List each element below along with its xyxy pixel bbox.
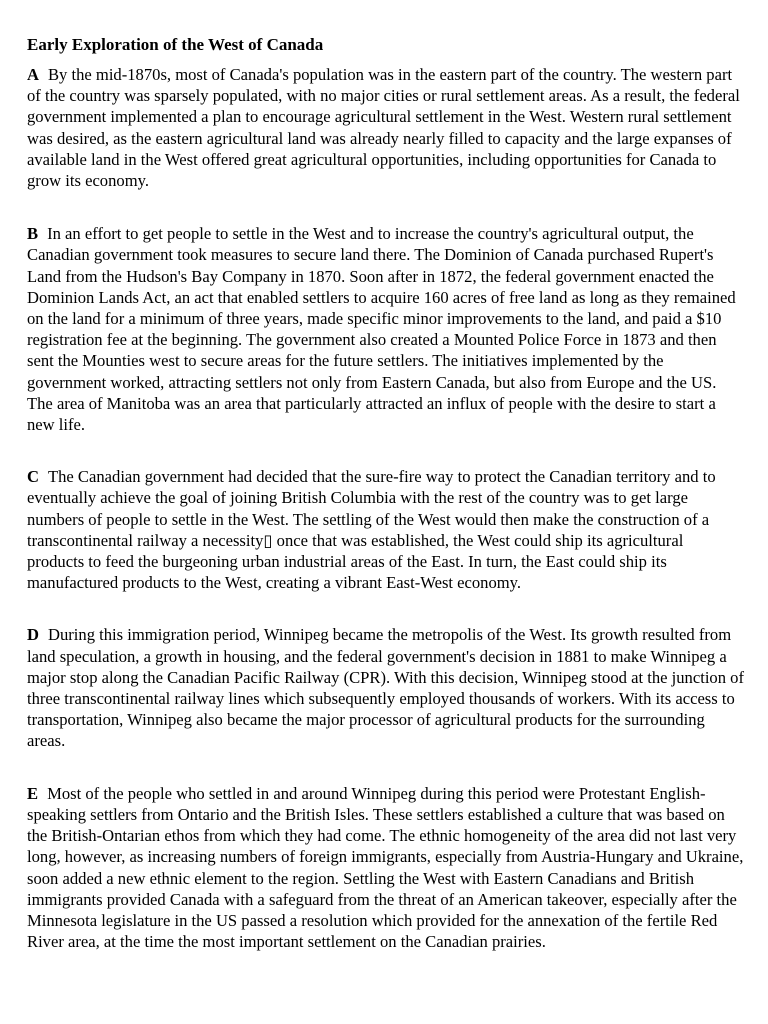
paragraph-letter: E <box>27 783 39 803</box>
paragraph-text: Most of the people who settled in and around Winnipeg during this period were Protestant English-speaking settlers from Ontario and the British Isles. These settlers established a culture that was based on the British-Ontarian ethos from which they had come. The ethnic homogeneity of the area did not last very long, however, as increasing numbers of foreign immigrants, especially from Austria-Hungary and Ukraine, soon added a new ethnic element to the region. Settling the West with Eastern Canadians and British immigrants provided Canada with a safeguard from the threat of an American takeover, especially after the Minnesota legislature in the US passed a resolution which provided for the annexation of the fertile Red River area, at the time the most important settlement on the Canadian prairies. <box>27 783 744 952</box>
paragraph-letter: B <box>27 224 39 244</box>
paragraph-text: During this immigration period, Winnipeg became the metropolis of the West. Its growth resulted from land speculation, a growth in housing, and the federal government's decision in 1881 to make Winnipeg a major stop along the Canadian Pacific Railway (CPR). With this decision, Winnipeg stood at the junction of three transcontinental railway lines which subsequently employed thousands of workers. With its access to transportation, Winnipeg also became the major processor of agricultural products for the surrounding areas. <box>27 625 744 751</box>
paragraph-d <box>27 624 744 751</box>
paragraph-e <box>27 783 744 953</box>
paragraph-letter: D <box>27 625 39 645</box>
paragraph-c <box>27 466 744 593</box>
paragraph-text: In an effort to get people to settle in the West and to increase the country's agricultural output, the Canadian government took measures to secure land there. The Dominion of Canada purchased Rupert's Land from the Hudson's Bay Company in 1870. Soon after in 1872, the federal government enacted the Dominion Lands Act, an act that enabled settlers to acquire 160 acres of free land as long as they remained on the land for a minimum of three years, made specific minor improvements to the land, and paid a $10 registration fee at the beginning. The government also created a Mounted Police Force in 1873 and then sent the Mounties west to secure areas for the future settlers. The initiatives implemented by the government worked, attracting settlers not only from Eastern Canada, but also from Europe and the US. The area of Manitoba was an area that particularly attracted an influx of people with the desire to start a new life. <box>27 224 736 435</box>
paragraph-text: The Canadian government had decided that the sure-fire way to protect the Canadian territory and to eventually achieve the goal of joining British Columbia with the rest of the country was to get large numbers of people to settle in the West. The settling of the West would then make the construction of a transcontinental railway a necessity▯ once that was established, the West could ship its agricultural products to feed the burgeoning urban industrial areas of the East. In turn, the East could ship its manufactured products to the West, creating a vibrant East-West economy. <box>27 467 716 593</box>
paragraph-b <box>27 223 744 435</box>
paragraph-letter: C <box>27 467 39 487</box>
paragraph-a <box>27 64 744 191</box>
paragraph-letter: A <box>27 65 39 84</box>
document-title: Early Exploration of the West of Canada <box>27 35 324 54</box>
paragraph-text: By the mid-1870s, most of Canada's population was in the eastern part of the country. The western part of the country was sparsely populated, with no major cities or rural settlement areas. As a result, the federal government implemented a plan to encourage agricultural settlement in the West. Western rural settlement was desired, as the eastern agricultural land was already nearly filled to capacity and the large expanses of available land in the West offered great agricultural opportunities, including opportunities for Canada to grow its economy. <box>27 65 740 191</box>
